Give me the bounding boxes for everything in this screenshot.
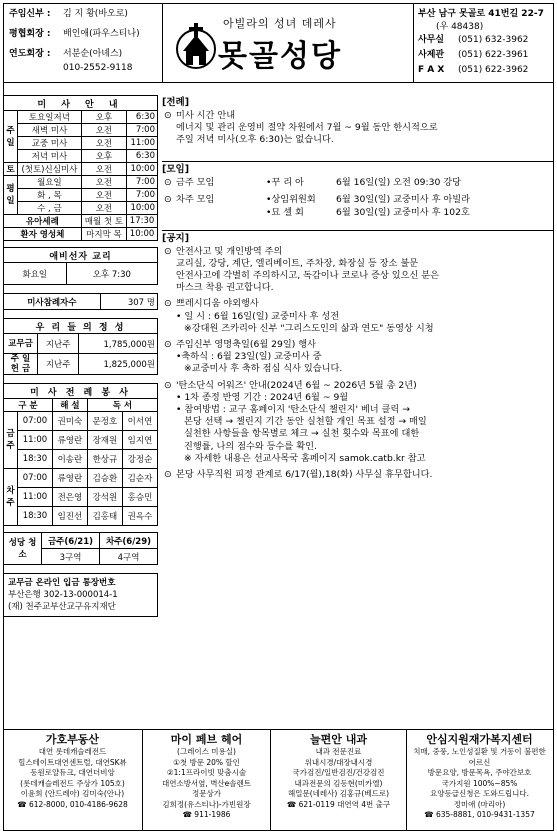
cleaning-label: 성당 청소 <box>4 533 42 565</box>
account-title: 교무금 온라인 입금 통장번호 <box>8 578 116 588</box>
ad-block <box>271 730 407 831</box>
bullet-icon: ⊙ <box>164 245 172 257</box>
contact-info <box>413 3 554 83</box>
notice-line: 안전사고에 각별히 주의하시고, 독감이나 코로나 증상 있으신 분은 <box>176 270 439 282</box>
service-reader-2: 강정순 <box>122 450 157 469</box>
council-label: 평협회장 : <box>9 29 51 39</box>
ad-line: ☎ 612-8000, 010-4186-9628 <box>17 799 128 809</box>
mass-ampm: 오전 <box>81 137 126 150</box>
service-reader-2: 권옥수 <box>122 507 157 526</box>
service-reader-1: 김홍태 <box>87 507 122 526</box>
account-number: 부산은행 302-13-000014-1 <box>8 590 118 600</box>
ad-line: ①첫 방문 20% 할인 <box>173 757 240 767</box>
cleaning-table <box>3 532 158 565</box>
service-time: 07:00 <box>18 469 53 488</box>
mass-ampm: 오전 <box>81 163 126 176</box>
service-header-reading: 독 서 <box>87 399 157 412</box>
adoration-table <box>3 247 158 285</box>
mass-name: 새벽 미사 <box>18 124 82 137</box>
notice-line: 쁘레시디움 야외행사 <box>176 298 259 310</box>
mass-row <box>4 176 158 189</box>
ads-row <box>3 729 554 831</box>
service-reader-1: 한상규 <box>87 450 122 469</box>
notice-line: 마스크 착용 권고합니다. <box>176 282 274 294</box>
mass-time: 6:30 <box>127 150 158 163</box>
child-baptism-label: 유아세례 <box>4 215 82 228</box>
mass-row <box>4 137 158 150</box>
account-box <box>3 573 158 617</box>
service-commentator: 권미숙 <box>52 412 87 431</box>
ad-line: 치매, 중풍, 노인성질환 및 거동이 불편한 <box>413 747 546 756</box>
mass-group-saturday: 토 <box>4 163 18 176</box>
ad-title: 안심지원재가복지센터 <box>426 733 533 746</box>
ad-line: (그레이스 미용실) <box>177 747 236 756</box>
attendance-label: 미사참례자수 <box>4 294 101 310</box>
fax-phone: (051) 622-3962 <box>458 65 529 75</box>
service-reader-2: 임지연 <box>122 431 157 450</box>
service-header-division: 구 분 <box>4 399 53 412</box>
service-time: 07:00 <box>18 412 53 431</box>
mass-name: 저녁 미사 <box>18 150 82 163</box>
service-time: 11:00 <box>18 488 53 507</box>
address: 부산 남구 못골로 41번길 22-7 <box>418 9 544 19</box>
adoration-time: 오후 7:30 <box>66 263 157 285</box>
service-reader-1: 장재원 <box>87 431 122 450</box>
mass-row <box>4 163 158 176</box>
mass-name: 수 , 금 <box>18 202 82 215</box>
notices-column <box>162 95 554 485</box>
service-reader-2: 홍승민 <box>122 488 157 507</box>
ad-title: 마이 페브 헤어 <box>170 733 243 746</box>
sick-communion-label: 환자 영성체 <box>4 228 82 241</box>
liturgy-line: 주일 저녁 미사(오후 6:30)는 없습니다. <box>176 134 334 146</box>
child-baptism-when: 매월 첫 토 <box>81 215 126 228</box>
liturgy-line: 에너지 및 관리 운영비 절약 차원에서 7월 ~ 9월 동안 한시적으로 <box>176 122 438 134</box>
meeting-heading: [모임] <box>162 163 190 175</box>
attendance-unit: 명 <box>146 297 155 308</box>
service-group: 금주 <box>4 412 18 469</box>
mass-time: 7:00 <box>127 124 158 137</box>
child-baptism-time: 17:30 <box>127 215 158 228</box>
title-block <box>163 3 413 83</box>
meeting-name: •꾸 리 아 <box>266 176 304 188</box>
left-column <box>3 95 158 617</box>
office-label: 사무실 <box>418 35 445 45</box>
service-commentator: 이송란 <box>52 450 87 469</box>
notice-item <box>162 339 554 376</box>
notice-item <box>162 380 554 465</box>
service-table <box>3 383 158 526</box>
service-header-commentary: 해 설 <box>52 399 87 412</box>
liturgy-line: 미사 시간 안내 <box>176 110 236 121</box>
service-time: 18:30 <box>18 450 53 469</box>
sick-communion-time: 10:00 <box>127 228 158 241</box>
mass-ampm: 오후 <box>81 111 126 124</box>
service-group: 차주 <box>4 469 18 526</box>
ad-line: ☎ 911-1986 <box>182 810 231 819</box>
offering-label: 주 일 헌 금 <box>4 354 38 375</box>
offering-sub: 지난주 <box>38 354 79 375</box>
mass-row <box>4 150 158 163</box>
meeting-name: •묘 셀 회 <box>266 206 304 218</box>
bullet-icon: ⊙ <box>164 379 172 391</box>
ad-line: 힐스테이트대연센트럴, 대연SK뷰 <box>18 757 127 767</box>
notice-line: • 1차 종정 반영 기간 : 2024년 6월 ~ 9월 <box>176 391 349 403</box>
meeting-week <box>176 207 266 220</box>
ad-line: 해밀문(네레사) 김홍규(베드로) <box>287 789 390 798</box>
service-reader-1: 문정호 <box>87 412 122 431</box>
zip-code: (우 48438) <box>436 22 484 32</box>
youth-label: 연도회장 : <box>9 49 51 59</box>
ad-title: 가호부동산 <box>45 733 100 746</box>
notice-line: ※강대원 즈카리아 신부 "그리스도인의 삶과 연도" 동영상 시청 <box>184 322 434 334</box>
account-holder: (재) 천주교부산교구유지재단 <box>8 602 116 612</box>
notice-item <box>162 298 554 335</box>
ad-line: 이윤희 (안드레아) 김미숙(안나) <box>20 789 125 798</box>
mass-group-sunday: 주일 <box>4 111 18 163</box>
mass-time: 11:00 <box>127 137 158 150</box>
mass-ampm: 오전 <box>81 202 126 215</box>
mass-time: 10:00 <box>127 202 158 215</box>
notice-line: 주임신부 영명축일(6월 29일) 행사 <box>176 339 316 351</box>
service-title: 미 사 전 례 봉 사 <box>4 384 158 399</box>
bullet-icon: ⊙ <box>164 339 172 351</box>
ad-line: 대연 롯데캐슬레전드 <box>38 747 107 756</box>
ad-line: 어르신 <box>468 757 491 767</box>
mass-group-weekday: 평일 <box>4 176 18 215</box>
meeting-row <box>162 207 554 220</box>
service-row <box>4 412 158 431</box>
mass-ampm: 오전 <box>81 189 126 202</box>
ad-line: 김희정(유스티나)-가빈원장 <box>162 799 251 809</box>
ad-line: 동원로얄듀크, 대연더비앙 <box>30 768 115 777</box>
service-reader-1: 강석원 <box>87 488 122 507</box>
bulletin-header <box>3 3 554 83</box>
ad-title: 늘편안 내과 <box>310 733 367 746</box>
mass-ampm: 오후 <box>81 150 126 163</box>
ad-line: 내과전문의 김동현(미카엘) <box>294 778 383 788</box>
mass-name: 월요일 <box>18 176 82 189</box>
mass-time: 7:00 <box>127 176 158 189</box>
notice-line: ※교중미사 후 축하 점심 식사 있습니다. <box>184 363 343 375</box>
pastor-label: 주임신부 : <box>9 9 51 19</box>
ad-block <box>407 730 552 831</box>
mass-title: 미 사 안 내 <box>4 96 158 111</box>
service-commentator: 임진선 <box>52 507 87 526</box>
meeting-when: 6월 30일(일) 교중미사 후 102호 <box>336 206 470 218</box>
fax-label: F A X <box>418 65 445 75</box>
ad-line: 내과 전문진료 <box>315 747 362 756</box>
cleaning-this-week: 금주(6/21) <box>42 533 100 549</box>
cleaning-next-area: 4구역 <box>100 549 158 565</box>
notice-line: 진행률, 나의 점수와 등수를 확인. <box>184 440 317 452</box>
subtitle: 아빌라의 성녀 데레사 <box>223 17 337 30</box>
service-time: 11:00 <box>18 431 53 450</box>
offering-value: 1,785,000원 <box>79 334 158 354</box>
church-logo-icon <box>175 21 217 73</box>
service-row <box>4 507 158 526</box>
notice-line: • 일 시 : 6월 16일(일) 교중미사 후 성전 <box>176 310 340 322</box>
service-reader-2: 이서연 <box>122 412 157 431</box>
youth-phone: 010-2552-9118 <box>63 63 133 73</box>
attendance-table <box>3 293 158 310</box>
bullet-icon <box>164 207 176 220</box>
public-heading: [공지] <box>162 232 190 244</box>
meetings-list <box>162 177 554 224</box>
mass-time: 6:30 <box>127 111 158 124</box>
service-time: 18:30 <box>18 507 53 526</box>
adoration-title: 애비선자 교리 <box>4 248 158 263</box>
ad-line: 방문요양, 방문목욕, 주야간보호 <box>427 768 532 777</box>
offering-table <box>3 318 158 375</box>
ad-line: (롯데캐슬레전드 주상가 105호) <box>20 778 125 788</box>
service-row <box>4 488 158 507</box>
ad-block <box>3 730 143 831</box>
liturgy-heading: [전례] <box>162 97 190 108</box>
bullet-icon: ⊙ <box>164 469 172 481</box>
offering-label: 교무금 <box>4 334 38 354</box>
mass-time: 7:00 <box>127 189 158 202</box>
notice-line: '탄소단식 어워즈' 안내(2024년 6월 ~ 2026년 5월 총 2년) <box>176 379 417 391</box>
council-name: 배인애(파우스티나) <box>63 29 140 39</box>
service-row <box>4 450 158 469</box>
notice-line: ※ 자세한 내용은 선교사목국 홈페이지 samok.catb.kr 참고 <box>184 452 426 464</box>
notice-item <box>162 469 554 481</box>
ad-line: 요양등급신청은 도와드립니다. <box>430 789 529 798</box>
service-commentator: 류영란 <box>52 431 87 450</box>
ad-line: 정미애 (마리아) <box>453 799 506 809</box>
offering-title: 우 리 들 의 정 성 <box>4 319 158 334</box>
mass-row <box>4 189 158 202</box>
meeting-name: •상임위원회 <box>266 193 316 205</box>
notice-line: 실천한 사항들을 항목별로 체크 → 실천 횟수와 목표에 대한 <box>184 428 420 440</box>
ad-line: 국가지원 100%~85% <box>441 778 518 788</box>
meeting-when: 6월 30일(일) 교중미사 후 아빌라 <box>336 193 471 205</box>
notice-line: •축하식 : 6월 23일(일) 교중미사 중 <box>176 351 322 363</box>
service-reader-1: 김승환 <box>87 469 122 488</box>
mass-row <box>4 111 158 124</box>
meeting-when: 6월 16일(일) 오전 09:30 강당 <box>336 176 461 188</box>
rectory-phone: (051) 622-3961 <box>458 50 529 60</box>
notice-line: • 참여방법 : 교구 홈페이지 '탄소단식 챌린지' 베너 클릭 → <box>176 404 410 416</box>
rectory-label: 사제관 <box>418 50 445 60</box>
service-row <box>4 431 158 450</box>
meeting-week: 금주 모임 <box>176 176 215 188</box>
ad-line: ☎ 621-0119 대연역 4번 출구 <box>286 799 391 809</box>
ad-line: 대연소방서옆, 벽산e솔렌트 <box>161 778 252 788</box>
ad-line: ②1:1프라이빗 맞춤시술 <box>166 768 247 777</box>
youth-name: 서분순(아녜스) <box>63 49 123 59</box>
adoration-day: 화요일 <box>4 263 67 285</box>
service-commentator: 전은영 <box>52 488 87 507</box>
cleaning-next-week: 차주(6/29) <box>100 533 158 549</box>
ad-block <box>143 730 271 831</box>
offering-value: 1,825,000원 <box>79 354 158 375</box>
attendance-value: 307 <box>127 297 145 308</box>
ad-line: ☎ 635-8881, 010-9431-1357 <box>424 810 535 819</box>
notice-line: 본당 사무직원 피정 관계로 6/17(월),18(화) 사무실 휴무합니다. <box>176 469 433 481</box>
ad-line: 정문상가 <box>192 789 221 798</box>
parish-title: 못골성당 <box>218 39 342 74</box>
service-row <box>4 469 158 488</box>
public-notices-list <box>162 246 554 482</box>
ad-line: 국가검진/일반검진/건강검진 <box>292 768 385 777</box>
mass-ampm: 오전 <box>81 124 126 137</box>
cleaning-this-area: 3구역 <box>42 549 100 565</box>
mass-name: 교중 미사 <box>18 137 82 150</box>
bullet-icon: ⊙ <box>164 176 172 188</box>
offering-sub: 지난주 <box>38 334 79 354</box>
notice-line: 본당 선택 → 챌린지 기간 동안 실천할 개인 목표 설정 → 매일 <box>184 416 427 428</box>
mass-name: 토요일저녁 <box>18 111 82 124</box>
staff-info <box>3 3 163 83</box>
ad-line: 위내시경/대장내시경 <box>304 757 373 767</box>
mass-row <box>4 124 158 137</box>
notice-item <box>162 246 554 295</box>
notice-line: 안전사고 및 개인방역 주의 <box>176 245 283 257</box>
bullet-icon: ⊙ <box>164 193 172 205</box>
bullet-icon: ⊙ <box>164 110 172 121</box>
mass-time: 10:00 <box>127 163 158 176</box>
service-commentator: 류영란 <box>52 469 87 488</box>
meeting-week: 차주 모임 <box>176 193 215 205</box>
notice-line: 교리실, 강당, 계단, 엘리베이트, 주차장, 화장실 등 장소 불문 <box>176 257 419 269</box>
pastor-name: 김 지 황(바오로) <box>63 9 128 19</box>
mass-row <box>4 202 158 215</box>
service-reader-2: 김순자 <box>122 469 157 488</box>
mass-ampm: 오전 <box>81 176 126 189</box>
office-phone: (051) 632-3962 <box>458 35 529 45</box>
mass-schedule-table <box>3 95 158 241</box>
meeting-row <box>162 177 554 190</box>
meeting-row <box>162 194 554 207</box>
offering-row <box>4 334 158 354</box>
mass-name: 화 , 목 <box>18 189 82 202</box>
mass-name: (첫토)신심미사 <box>18 163 82 176</box>
bullet-icon: ⊙ <box>164 298 172 310</box>
offering-row <box>4 354 158 375</box>
sick-communion-when: 마지막 목 <box>81 228 126 241</box>
